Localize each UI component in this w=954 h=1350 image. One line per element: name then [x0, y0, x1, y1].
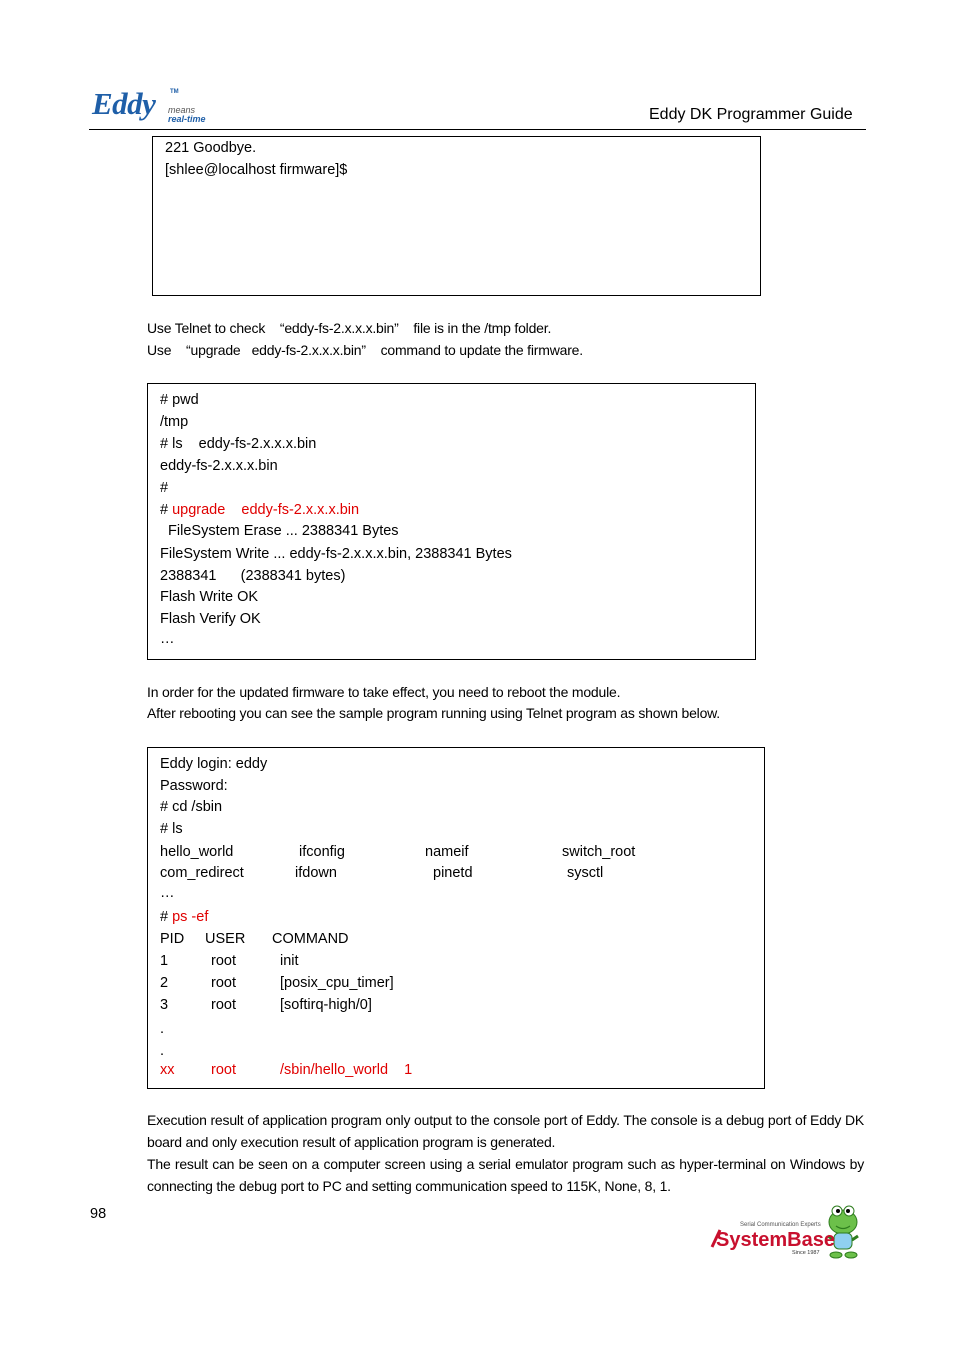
prompt: #: [160, 909, 173, 925]
terminal-line: FileSystem Erase ... 2388341 Bytes: [160, 523, 399, 539]
eddy-logo: [92, 86, 212, 126]
ls-entry: hello_world: [160, 844, 234, 860]
ls-entry: sysctl: [567, 865, 604, 881]
ps-cell: 1: [160, 953, 169, 969]
ps-cell: 3: [160, 997, 169, 1013]
ps-header-cell: COMMAND: [272, 931, 349, 947]
systembase-logo: [710, 1200, 862, 1262]
terminal-box-login: [147, 747, 765, 1089]
brand-tagline: Serial Communication Experts: [740, 1222, 821, 1228]
ls-entry: switch_root: [562, 844, 636, 860]
terminal-box-upgrade: [147, 383, 756, 660]
ls-entry: ifconfig: [299, 844, 345, 860]
terminal-line: # ls: [160, 821, 183, 837]
terminal-line: eddy-fs-2.x.x.x.bin: [160, 458, 278, 474]
terminal-line: Password:: [160, 778, 228, 794]
terminal-line: /tmp: [160, 414, 189, 430]
eddy-logo-tm: TM: [170, 89, 179, 95]
prompt: #: [160, 502, 173, 518]
ps-cell: root: [211, 953, 236, 969]
ps-cell: init: [280, 953, 299, 969]
terminal-box-ftp: [152, 136, 761, 296]
terminal-line: Flash Verify OK: [160, 611, 261, 627]
ps-cell: root: [211, 997, 236, 1013]
terminal-line: .: [160, 1021, 165, 1037]
body-paragraph: The result can be seen on a computer screen using a serial emulator program such as hyper-terminal on Windows by connecting the debug port to PC and setting communication speed to 115K, None, 8, 1.: [147, 1156, 864, 1194]
terminal-line: …: [160, 885, 175, 901]
terminal-line: [shlee@localhost firmware]$: [165, 162, 348, 178]
terminal-command-line: [160, 908, 208, 926]
body-paragraph: Execution result of application program only output to the console port of Eddy. The console is a debug port of Eddy DK board and only execution result of application program is generated.: [147, 1112, 864, 1150]
ps-cell: [softirq-high/0]: [280, 997, 372, 1013]
terminal-line: Flash Write OK: [160, 589, 259, 605]
ls-entry: pinetd: [433, 865, 473, 881]
instruction-line: After rebooting you can see the sample program running using Telnet program as shown below.: [147, 705, 720, 721]
terminal-line: #: [160, 480, 169, 496]
terminal-line: .: [160, 1043, 165, 1059]
terminal-line: Eddy login: eddy: [160, 756, 268, 772]
terminal-line: # pwd: [160, 392, 199, 408]
brand-name: SystemBase: [716, 1229, 835, 1251]
ps-cell-highlight: xx: [160, 1062, 175, 1078]
terminal-command-line: [160, 501, 359, 519]
terminal-line: # cd /sbin: [160, 799, 223, 815]
ps-header-cell: PID: [160, 931, 185, 947]
instruction-line: Use Telnet to check “eddy-fs-2.x.x.x.bin” file is in the /tmp folder.: [147, 320, 552, 336]
highlighted-command: upgrade eddy-fs-2.x.x.x.bin: [172, 502, 360, 518]
terminal-line: FileSystem Write ... eddy-fs-2.x.x.x.bin, 2388341 Bytes: [160, 546, 512, 562]
ls-entry: com_redirect: [160, 865, 244, 881]
ps-cell: 2: [160, 975, 169, 991]
eddy-logo-means: means: [168, 105, 196, 115]
brand-since: Since 1987: [792, 1250, 820, 1256]
ps-cell: [posix_cpu_timer]: [280, 975, 394, 991]
terminal-line: …: [160, 631, 175, 647]
eddy-logo-realtime: real-time: [168, 114, 206, 124]
highlighted-command: ps -ef: [172, 909, 209, 925]
instruction-line: In order for the updated firmware to take effect, you need to reboot the module.: [147, 684, 621, 700]
ls-entry: ifdown: [295, 865, 337, 881]
header-divider: [89, 129, 866, 130]
document-title: Eddy DK Programmer Guide: [649, 106, 853, 123]
ps-cell-highlight: root: [211, 1062, 236, 1078]
ps-cell: root: [211, 975, 236, 991]
terminal-line: # ls eddy-fs-2.x.x.x.bin: [160, 436, 317, 452]
ps-cell-highlight: /sbin/hello_world 1: [280, 1062, 413, 1078]
frog-mascot-icon: [710, 1200, 862, 1262]
ps-header-cell: USER: [205, 931, 246, 947]
terminal-line: 2388341 (2388341 bytes): [160, 568, 346, 584]
terminal-line: 221 Goodbye.: [165, 140, 257, 156]
eddy-logo-text: Eddy: [92, 86, 156, 121]
ls-entry: nameif: [425, 844, 469, 860]
page-number: 98: [90, 1206, 107, 1222]
instruction-line: Use “upgrade eddy-fs-2.x.x.x.bin” command to update the firmware.: [147, 342, 583, 358]
